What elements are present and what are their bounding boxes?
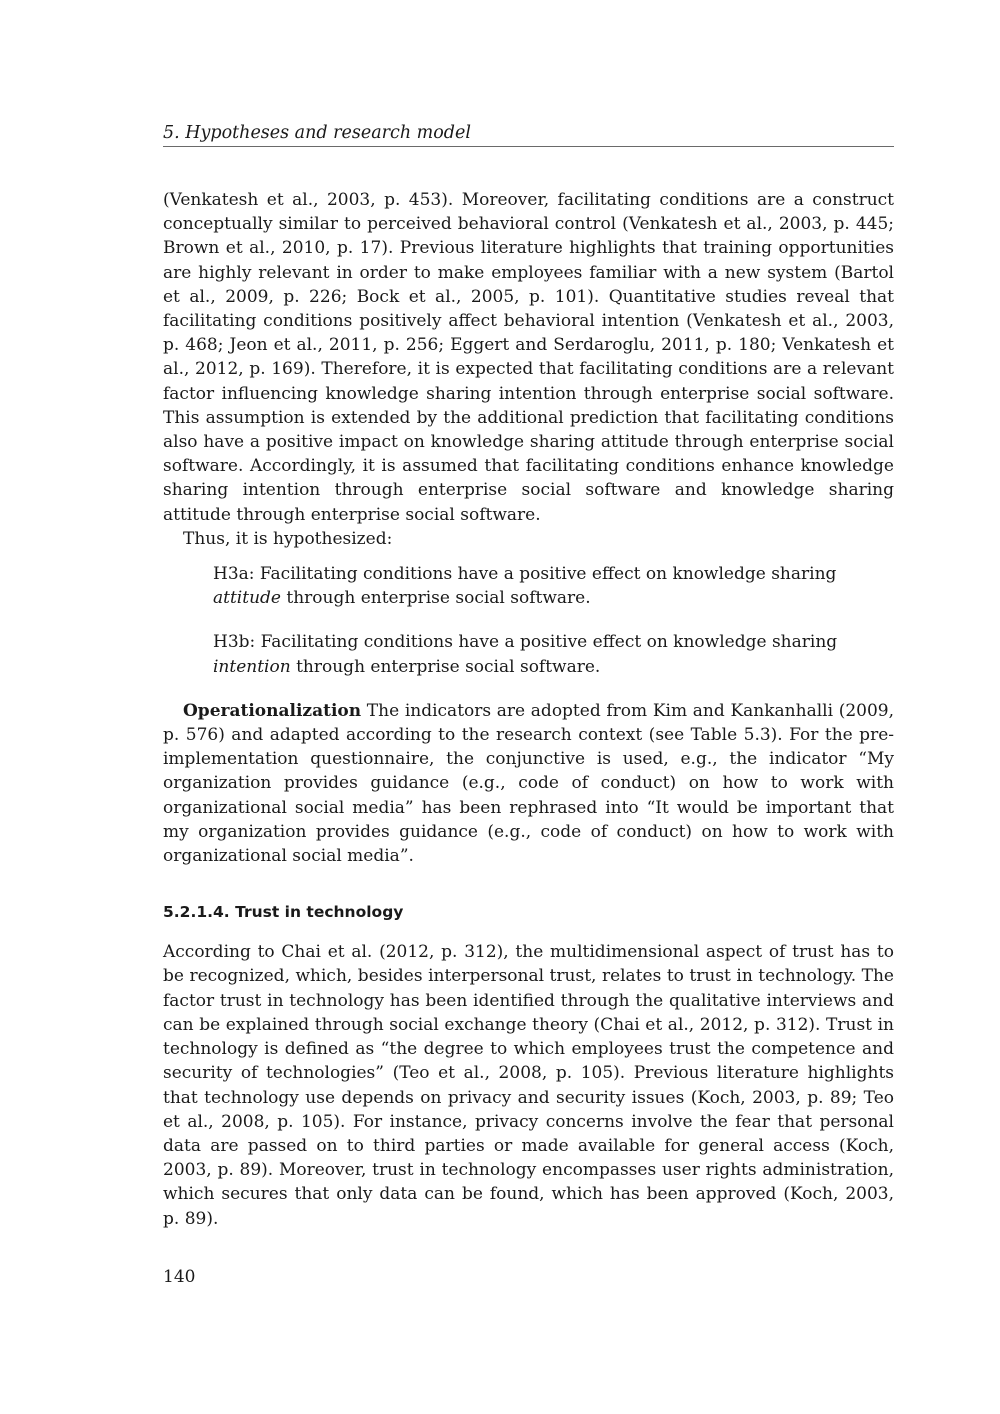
hypothesis-h3b-text: H3b: Facilitating conditions have a positive effect on knowledge sharing [213,632,838,653]
hypothesis-h3a [213,562,844,610]
running-header: 5. Hypotheses and research model [163,122,894,147]
section-heading: 5.2.1.4. Trust in technology [163,903,404,922]
operationalization-text: The indicators are adopted from Kim and Kankanhalli (2009, p. 576) and adapted according to the research context (see Table 5.3). For the pre-implementation questionnaire, the conjunctive is used, e.g., the indicator “My organization provides guidance (e.g., code of conduct) on how to work with organizational social media” has been rephrased into “It would be important that my organization provides guidance (e.g., code of conduct) on how to work with organizational social media”. [163,700,894,867]
paragraph-trust-in-technology: According to Chai et al. (2012, p. 312), the multidimensional aspect of trust has to be recognized, which, besides interpersonal trust, relates to trust in technology. The factor trust in technology has been identified through the qualitative interviews and can be explained through social exchange theory (Chai et al., 2012, p. 312). Trust in technology is defined as “the degree to which employees trust the competence and security of technologies” (Teo et al., 2008, p. 105). Previous literature highlights that technology use depends on privacy and security issues (Koch, 2003, p. 89; Teo et al., 2008, p. 105). For instance, privacy concerns involve the fear that personal data are passed on to third parties or made available for general access (Koch, 2003, p. 89). Moreover, trust in technology encompasses user rights administration, which secures that only data can be found, which has been approved (Koch, 2003, p. 89). [163,942,894,1229]
page-number: 140 [163,1267,196,1287]
hypothesis-h3b-suffix: through enterprise social software. [290,656,601,677]
hypothesis-h3b [213,630,844,678]
paragraph-hypothesis-lead: Thus, it is hypothesized: [183,528,393,549]
hypothesis-h3a-suffix: through enterprise social software. [280,588,591,609]
page-body [163,188,894,1231]
paragraph-operationalization [163,699,894,868]
hypothesis-h3a-text: H3a: Facilitating conditions have a positive effect on knowledge sharing [213,564,837,585]
paragraph-facilitating-conditions: (Venkatesh et al., 2003, p. 453). Moreover, facilitating conditions are a construct conceptually similar to perceived behavioral control (Venkatesh et al., 2003, p. 445; Brown et al., 2010, p. 17). Previous literature highlights that training opportunities are highly relevant in order to make employees familiar with a new system (Bartol et al., 2009, p. 226; Bock et al., 2005, p. 101). Quantitative studies reveal that facilitating conditions positively affect behavioral intention (Venkatesh et al., 2003, p. 468; Jeon et al., 2011, p. 256; Eggert and Serdaroglu, 2011, p. 180; Venkatesh et al., 2012, p. 169). Therefore, it is expected that facilitating conditions are a relevant factor influencing knowledge sharing intention through enterprise social software. This assumption is extended by the additional prediction that facilitating conditions also have a positive impact on knowledge sharing attitude through enterprise social software. Accordingly, it is assumed that facilitating conditions enhance knowledge sharing intention through enterprise social software and knowledge sharing attitude through enterprise social software. [163,190,894,525]
operationalization-label: Operationalization [183,700,362,721]
hypothesis-h3a-emphasis: attitude [213,588,281,609]
hypothesis-h3b-emphasis: intention [213,656,291,677]
